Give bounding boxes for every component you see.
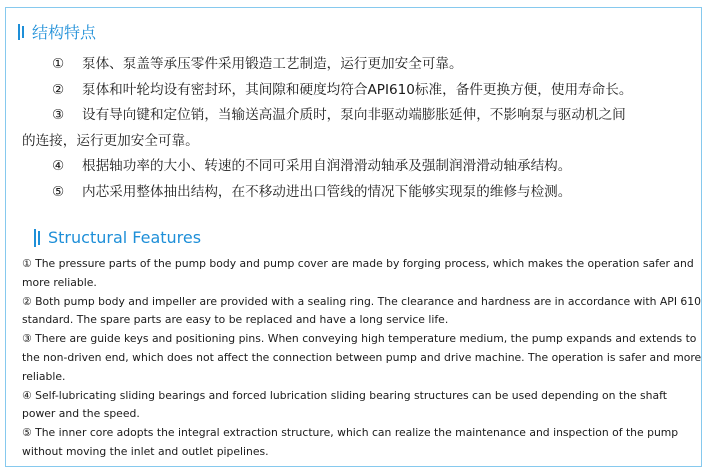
paragraph-line: ② Both pump body and impeller are provided with a sealing ring. The clearance and hardness are in accordance with API 610 [22,294,702,308]
item-number: ④ [52,158,65,175]
item-text: 泵体和叶轮均设有密封环，其间隙和硬度均符合API610标准，备件更换方便，使用寿命长。 [82,81,633,98]
item-text: 根据轴功率的大小、转速的不同可采用自润滑滑动轴承及强制润滑滑动轴承结构。 [82,158,572,175]
paragraph-line: the non-driven end, which does not affect the connection between pump and drive machine. The operation is safer and more [22,350,702,364]
list-item [22,154,690,180]
paragraph-line: ⑤ The inner core adopts the integral extraction structure, which can realize the maintenance and inspection of the pump [22,426,679,440]
list-item [22,52,690,78]
paragraph-line: ① The pressure parts of the pump body and pump cover are made by forging process, which makes the operation safer and [22,257,694,270]
list-item [22,103,690,154]
paragraph-line: without moving the inlet and outlet pipelines. [22,444,269,458]
cn-heading-text: 结构特点 [32,23,97,42]
paragraph-line: ③ There are guide keys and positioning pins. When conveying high temperature medium, the pump expands and extends to [22,332,697,346]
item-number: ③ [52,107,65,124]
item-number: ② [52,81,65,98]
cn-section-heading [18,20,96,43]
list-item [22,78,690,104]
item-text-continued: 的连接，运行更加安全可靠。 [22,132,199,149]
item-text: 泵体、泵盖等承压零件采用锻造工艺制造，运行更加安全可靠。 [82,56,463,72]
list-item [22,180,690,206]
en-heading-text: Structural Features [48,228,202,247]
paragraph-line: ④ Self-lubricating sliding bearings and forced lubrication sliding bearing structures can be used depending on the shaft [22,388,667,402]
heading-bar-icon [18,24,26,40]
paragraph-line: reliable. [22,369,66,383]
en-section-heading [34,228,201,247]
paragraph-line: more reliable. [22,275,97,289]
paragraph-line: power and the speed. [22,407,140,421]
en-feature-list [22,255,702,462]
paragraph-line: standard. The spare parts are easy to be replaced and have a long service life. [22,313,449,327]
item-number: ⑤ [52,183,65,200]
item-text: 内芯采用整体抽出结构，在不移动进出口管线的情况下能够实现泵的维修与检测。 [82,183,572,200]
item-text: 设有导向键和定位销，当输送高温介质时，泵向非驱动端膨胀延伸，不影响泵与驱动机之间 [82,107,626,124]
heading-bar-icon [34,229,42,247]
item-number: ① [52,56,65,72]
cn-feature-list [22,52,690,206]
